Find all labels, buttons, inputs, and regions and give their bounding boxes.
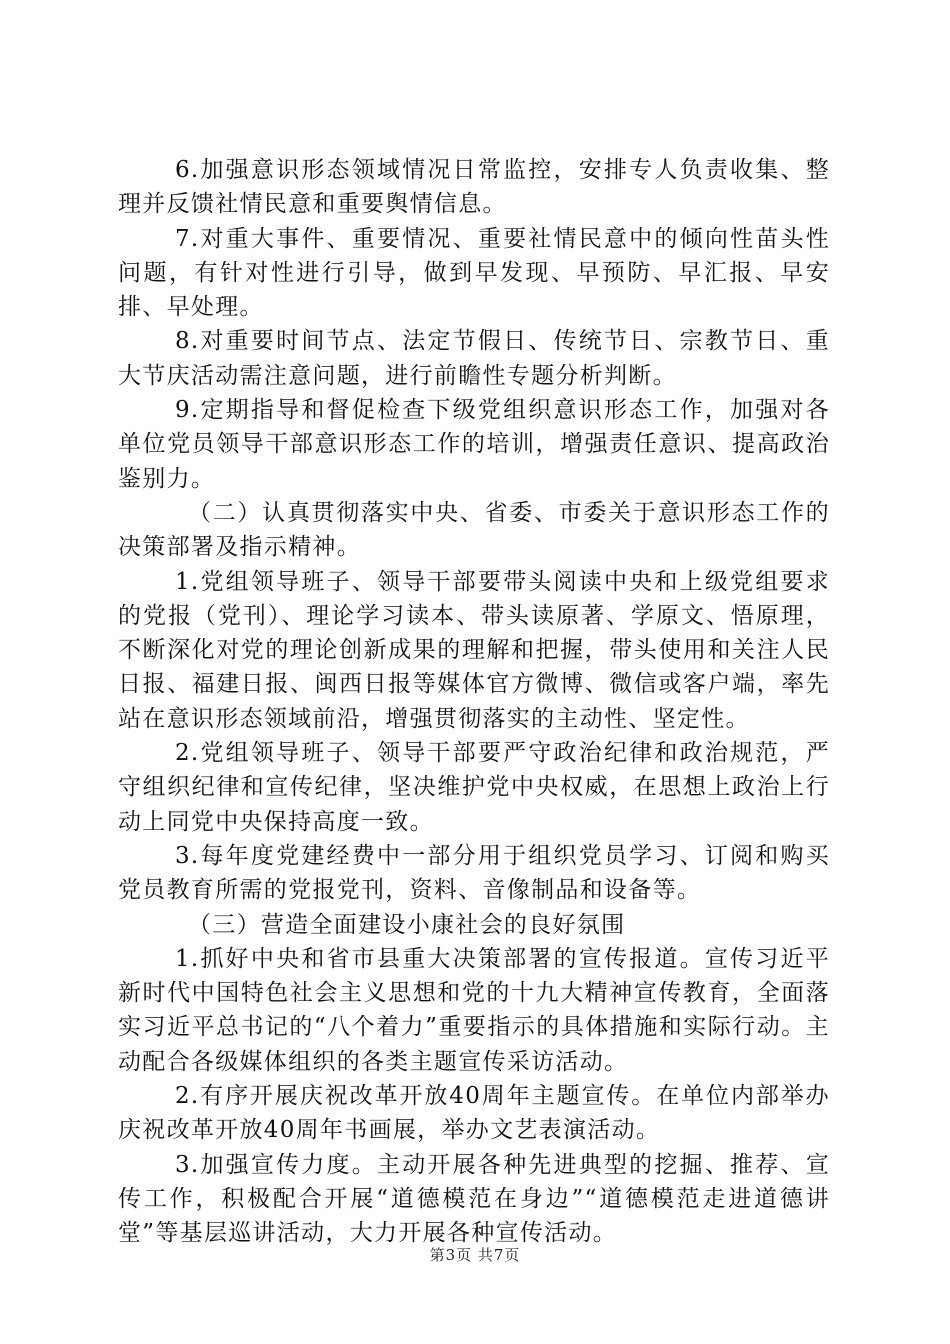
section-heading-2: （二）认真贯彻落实中央、省委、市委关于意识形态工作的决策部署及指示精神。 — [118, 499, 830, 561]
paragraph-item-9: 9.定期指导和督促检查下级党组织意识形态工作，加强对各单位党员领导干部意识形态工作的培训，增强责任意识、提高政治鉴别力。 — [118, 397, 830, 492]
paragraph-item-3: 3.每年度党建经费中一部分用于组织党员学习、订阅和购买党员教育所需的党报党刊，资料、音像制品和设备等。 — [118, 842, 830, 904]
paragraph-item-1: 1.抓好中央和省市县重大决策部署的宣传报道。宣传习近平新时代中国特色社会主义思想和党的十九大精神宣传教育，全面落实习近平总书记的“八个着力”重要指示的具体措施和实际行动。主动配合各级媒体组织的各类主题宣传采访活动。 — [118, 945, 830, 1075]
document-body — [118, 153, 830, 1251]
paragraph-item-8: 8.对重要时间节点、法定节假日、传统节日、宗教节日、重大节庆活动需注意问题，进行前瞻性专题分析判断。 — [118, 328, 830, 389]
section-heading-3: （三）营造全面建设小康社会的良好氛围 — [188, 911, 626, 938]
paragraph-item-3: 3.加强宣传力度。主动开展各种先进典型的挖掘、推荐、宣传工作，积极配合开展“道德模范在身边”“道德模范走进道德讲堂”等基层巡讲活动，大力开展各种宣传活动。 — [118, 1151, 830, 1247]
page-number: 第3页 共7页 — [429, 1246, 521, 1264]
paragraph-item-2: 2.党组领导班子、领导干部要严守政治纪律和政治规范，严守组织纪律和宣传纪律，坚决维护党中央权威，在思想上政治上行动上同党中央保持高度一致。 — [118, 740, 830, 835]
paragraph-item-7: 7.对重大事件、重要情况、重要社情民意中的倾向性苗头性问题，有针对性进行引导，做到早发现、早预防、早汇报、早安排、早处理。 — [118, 225, 830, 321]
paragraph-item-6: 6.加强意识形态领域情况日常监控，安排专人负责收集、整理并反馈社情民意和重要舆情信息。 — [118, 157, 830, 218]
paragraph-item-2: 2.有序开展庆祝改革开放40周年主题宣传。在单位内部举办庆祝改革开放40周年书画展，举办文艺表演活动。 — [118, 1083, 830, 1144]
paragraph-item-1: 1.党组领导班子、领导干部要带头阅读中央和上级党组要求的党报（党刊）、理论学习读本、带头读原著、学原文、悟原理，不断深化对党的理论创新成果的理解和把握，带头使用和关注人民日报、福建日报、闽西日报等媒体官方微博、微信或客户端，率先站在意识形态领域前沿，增强贯彻落实的主动性、坚定性。 — [118, 568, 830, 732]
